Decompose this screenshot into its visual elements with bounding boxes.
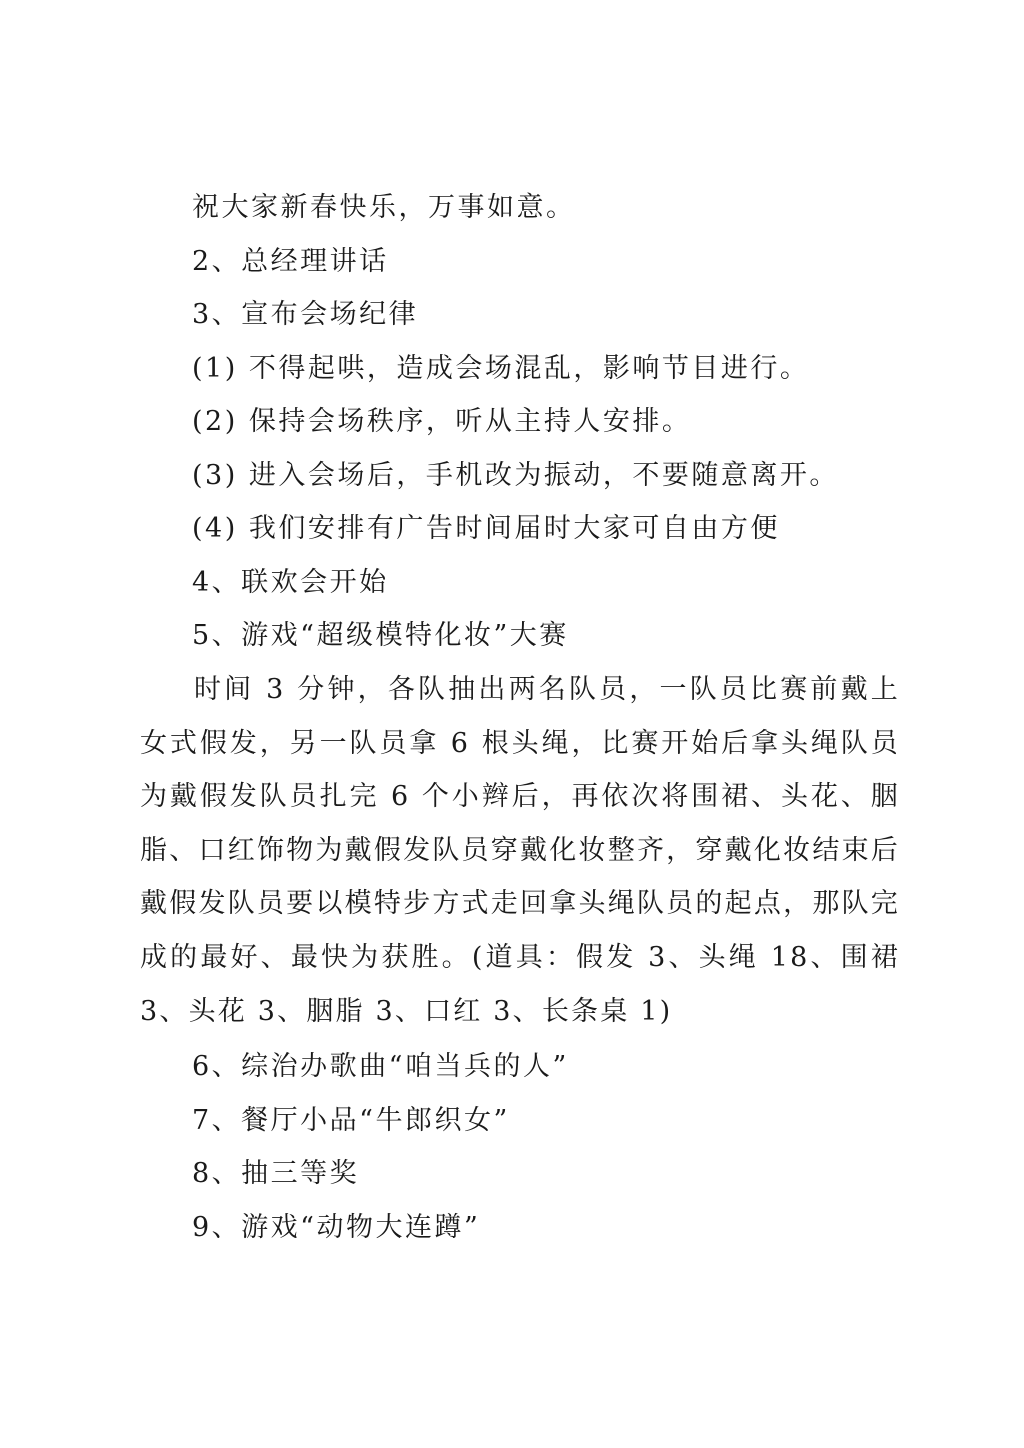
item-7-skit: 7、餐厅小品“牛郎织女”: [192, 1105, 510, 1136]
greeting-line: 祝大家新春快乐，万事如意。: [192, 192, 576, 223]
rule-2: (2) 保持会场秩序，听从主持人安排。: [192, 406, 692, 437]
item-5-game-title: 5、游戏“超级模特化妆”大赛: [192, 620, 569, 651]
item-2-general-manager-speech: 2、总经理讲话: [192, 246, 389, 277]
item-3-venue-rules: 3、宣布会场纪律: [192, 299, 419, 330]
item-8-third-prize-draw: 8、抽三等奖: [192, 1158, 360, 1189]
item-9-game-title: 9、游戏“动物大连蹲”: [192, 1212, 481, 1243]
rule-1: (1) 不得起哄，造成会场混乱，影响节目进行。: [192, 353, 810, 384]
game-rules-paragraph: 时间 3 分钟，各队抽出两名队员，一队员比赛前戴上女式假发，另一队员拿 6 根头绳，比赛开始后拿头绳队员为戴假发队员扎完 6 个小辫后，再依次将围裙、头花、胭脂、口红饰物为戴假发队员穿戴化妆整齐，穿戴化妆结束后戴假发队员要以模特步方式走回拿头绳队员的起点，那队完成的最好、最快为获胜。(道具：假发 3、头绳 18、围裙 3、头花 3、胭脂 3、口红 3、长条桌 1): [140, 674, 900, 1027]
rule-3: (3) 进入会场后，手机改为振动，不要随意离开。: [192, 460, 839, 491]
item-4-party-start: 4、联欢会开始: [192, 567, 389, 598]
item-6-song: 6、综治办歌曲“咱当兵的人”: [192, 1051, 569, 1082]
rule-4: (4) 我们安排有广告时间届时大家可自由方便: [192, 513, 780, 544]
